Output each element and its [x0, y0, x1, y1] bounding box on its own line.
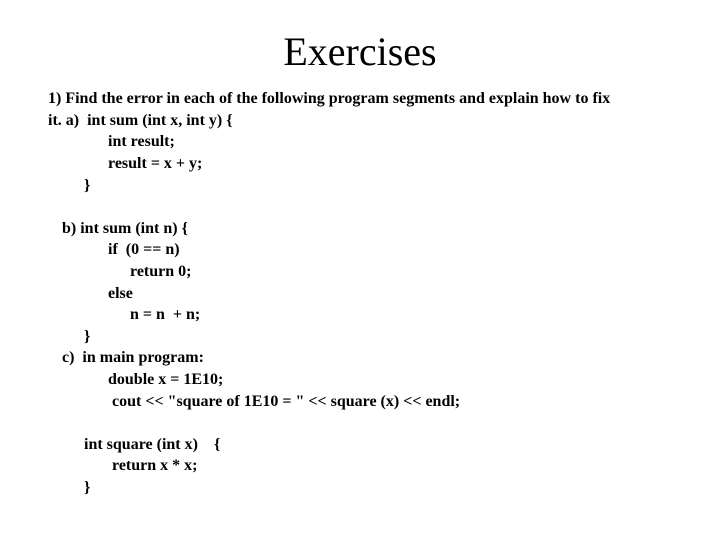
exercise-line: it. a) int sum (int x, int y) { — [48, 112, 233, 129]
code-line: return x * x; — [112, 457, 198, 474]
code-line: int result; — [108, 133, 175, 150]
slide-title: Exercises — [283, 29, 437, 74]
exercise-line: c) in main program: — [62, 349, 204, 366]
code-line: n = n + n; — [130, 306, 201, 323]
code-line: if (0 == n) — [108, 241, 180, 258]
code-line: double x = 1E10; — [108, 371, 224, 388]
code-line: } — [84, 328, 91, 345]
exercise-line: 1) Find the error in each of the following program segments and explain how to fix — [48, 90, 611, 107]
code-line: } — [84, 177, 91, 194]
code-line: return 0; — [130, 263, 192, 280]
code-line: else — [108, 285, 133, 302]
code-line: result = x + y; — [108, 155, 203, 172]
code-line: } — [84, 479, 91, 496]
code-line: cout << "square of 1E10 = " << square (x) << endl; — [112, 393, 461, 410]
code-line: int square (int x) { — [84, 436, 221, 453]
exercise-line: b) int sum (int n) { — [62, 220, 188, 237]
